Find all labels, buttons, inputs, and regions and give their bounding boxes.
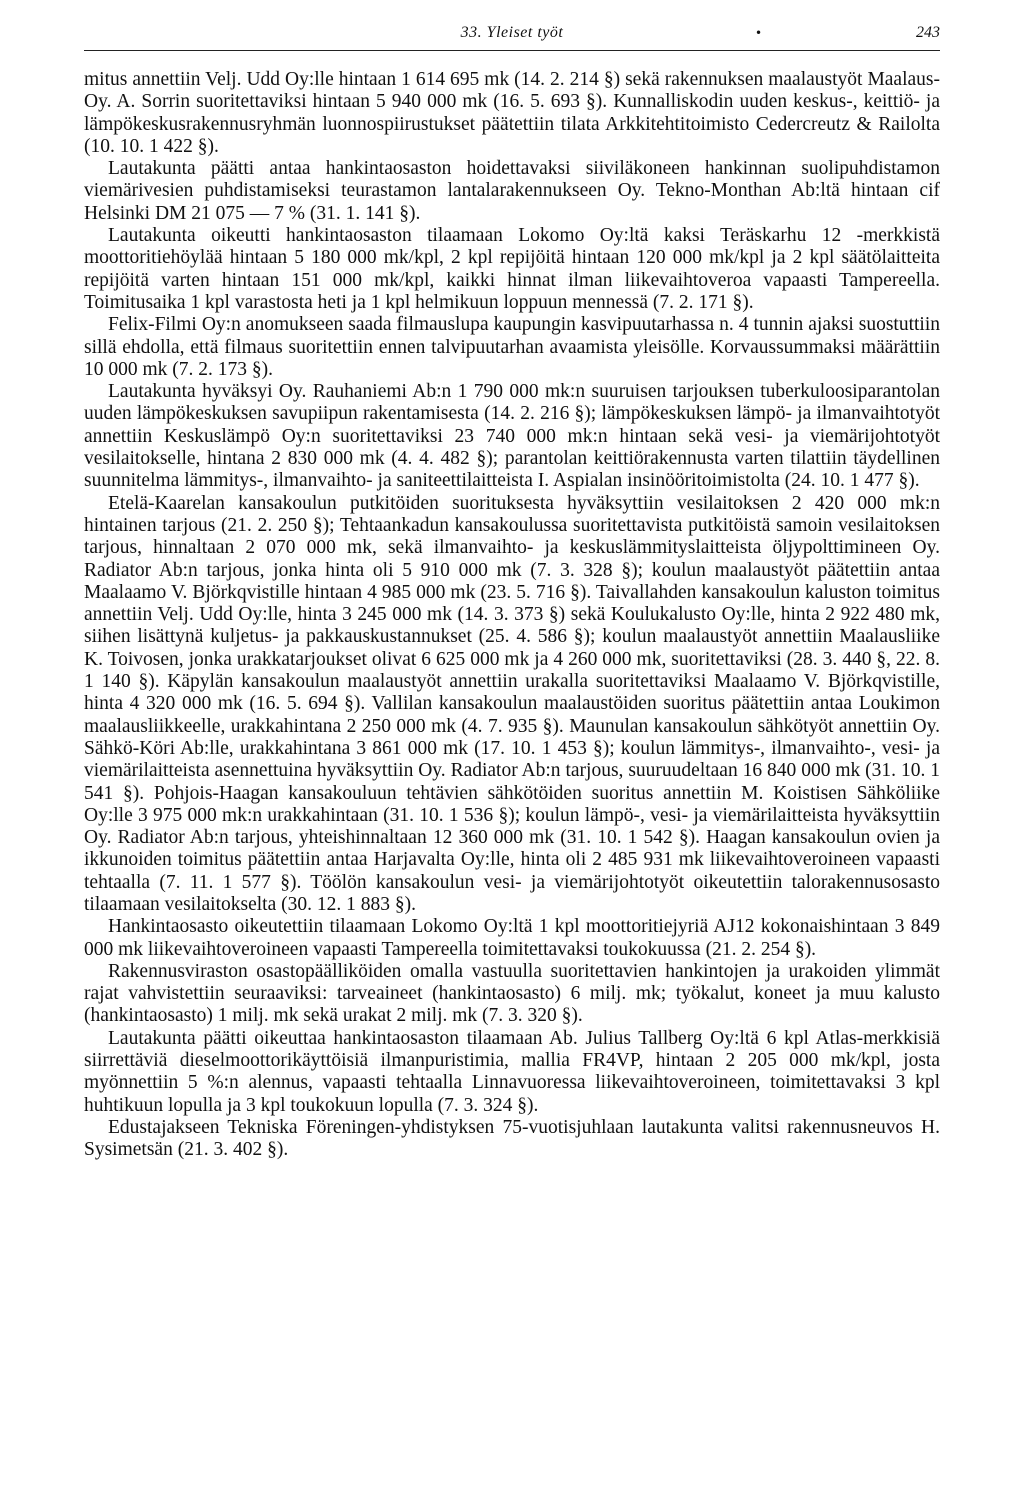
header-dot: • <box>755 26 763 40</box>
paragraph: Hankintaosasto oikeutettiin tilaamaan Lokomo Oy:ltä 1 kpl moottoritiejyriä AJ12 kokonaishintaan 3 849 000 mk liikevaihtoveroineen vapaasti Tampereella toimitettavaksi toukokuussa (21. 2. 254 §). <box>84 916 940 960</box>
paragraph: mitus annettiin Velj. Udd Oy:lle hintaan 1 614 695 mk (14. 2. 214 §) sekä rakennuksen maalaustyöt Maalaus-Oy. A. Sorrin suoritettaviksi hintaan 5 940 000 mk (16. 5. 693 §). Kunnalliskodin uuden keskus-, keittiö- ja lämpökeskusrakennusryhmän luonnospiirustukset päätettiin tilata Arkkitehtitoimisto Cedercreutz & Railolta (10. 10. 1 422 §). <box>84 69 940 157</box>
paragraph: Rakennusviraston osastopäälliköiden omalla vastuulla suoritettavien hankintojen ja urakoiden ylimmät rajat vahvistettiin seuraaviksi: tarveaineet (hankintaosasto) 6 milj. mk; työkalut, koneet ja muu kalusto (hankintaosasto) 1 milj. mk sekä urakat 2 milj. mk (7. 3. 320 §). <box>84 960 940 1027</box>
section-title: 33. Yleiset työt <box>460 24 564 41</box>
paragraph: Lautakunta hyväksyi Oy. Rauhaniemi Ab:n 1 790 000 mk:n suuruisen tarjouksen tuberkuloosiparantolan uuden lämpökeskuksen savupiipun rakentamisesta (14. 2. 216 §); lämpökeskuksen lämpö- ja ilmanvaihtotyöt annettiin Keskuslämpö Oy:n suoritettaviksi 23 740 000 mk:n hintaan sekä vesi- ja viemärijohtotyöt vesilaitokselle, hintana 2 830 000 mk (4. 4. 482 §); parantolan keittiörakennusta varten tilattiin täydellinen suunnitelma lämmitys-, ilmanvaihto- ja saniteettilaitteista I. Aspialan insinööritoimistolta (24. 10. 1 477 §). <box>84 381 940 492</box>
body-text <box>84 69 940 1162</box>
paragraph: Edustajakseen Tekniska Föreningen-yhdistyksen 75-vuotisjuhlaan lautakunta valitsi rakennusneuvos H. Sysimetsän (21. 3. 402 §). <box>84 1116 940 1161</box>
paragraph: Felix-Filmi Oy:n anomukseen saada filmauslupa kaupungin kasvipuutarhassa n. 4 tunnin ajaksi suostuttiin sillä ehdolla, että filmaus suoritettiin ennen talvipuutarhan avaamista yleisölle. Korvaussummaksi määrättiin 10 000 mk (7. 2. 173 §). <box>84 314 940 380</box>
running-header <box>84 22 940 51</box>
paragraph: Lautakunta päätti antaa hankintaosaston hoidettavaksi siiviläkoneen hankinnan suolipuhdistamon viemärivesien puhdistamiseksi teurastamon lantalarakennukseen Oy. Tekno-Monthan Ab:ltä hintaan cif Helsinki DM 21 075 — 7 % (31. 1. 141 §). <box>84 158 940 224</box>
page-number: 243 <box>916 24 940 41</box>
paragraph: Lautakunta päätti oikeuttaa hankintaosaston tilaamaan Ab. Julius Tallberg Oy:ltä 6 kpl Atlas-merkkisiä siirrettäviä dieselmoottorikäyttöisiä ilmanpuristimia, mallia FR4VP, hintaan 2 205 000 mk/kpl, josta myönnettiin 5 %:n alennus, vapaasti tehtaalla Linnavuoressa liikevaihtoveroineen, toimitettavaksi 3 kpl huhtikuun lopulla ja 3 kpl toukokuun lopulla (7. 3. 324 §). <box>84 1027 940 1116</box>
paragraph: Etelä-Kaarelan kansakoulun putkitöiden suorituksesta hyväksyttiin vesilaitoksen 2 420 000 mk:n hintainen tarjous (21. 2. 250 §); Tehtaankadun kansakoulussa suoritettavista putkitöistä samoin vesilaitoksen tarjous, hinnaltaan 2 070 000 mk, sekä ilmanvaihto- ja keskuslämmityslaitteista öljypolttimineen Oy. Radiator Ab:n tarjous, jonka hinta oli 5 910 000 mk (7. 3. 328 §); koulun maalaustyöt päätettiin antaa Maalaamo V. Björkqvistille hintaan 4 985 000 mk (23. 5. 716 §). Taivallahden kansakoulun kaluston toimitus annettiin Velj. Udd Oy:lle, hinta 3 245 000 mk (14. 3. 373 §) sekä Koulukalusto Oy:lle, hinta 2 922 480 mk, siihen lisättynä kuljetus- ja pakkauskustannukset (25. 4. 586 §); koulun maalaustyöt annettiin Maalausliike K. Toivosen, jonka urakkatarjoukset olivat 6 625 000 mk ja 4 260 000 mk, suoritettaviksi (28. 3. 440 §, 22. 8. 1 140 §). Käpylän kansakoulun maalaustyöt annettiin urakalla suoritettaviksi Maalaamo V. Björkqvistille, hinta 4 320 000 mk (16. 5. 694 §). Vallilan kansakoulun maalaustöiden suoritus päätettiin antaa Loukimon maalausliikkeelle, urakkahintana 2 250 000 mk (4. 7. 935 §). Maunulan kansakoulun sähkötyöt annettiin Oy. Sähkö-Köri Ab:lle, urakkahintana 3 861 000 mk (17. 10. 1 453 §); koulun lämmitys-, ilmanvaihto-, vesi- ja viemärilaitteista asennettuina hyväksyttiin Oy. Radiator Ab:n tarjous, suuruudeltaan 16 840 000 mk (31. 10. 1 541 §). Pohjois-Haagan kansakouluun tehtävien sähkötöiden suoritus annettiin M. Koistisen Sähköliike Oy:lle 3 975 000 mk:n urakkahintaan (31. 10. 1 536 §); koulun lämpö-, vesi- ja viemärilaitteista hyväksyttiin Oy. Radiator Ab:n tarjous, yhteishinnaltaan 12 360 000 mk (31. 10. 1 542 §). Haagan kansakoulun ovien ja ikkunoiden toimitus päätettiin antaa Harjavalta Oy:lle, hinta oli 2 485 931 mk liikevaihtoveroineen vapaasti tehtaalla (7. 11. 1 577 §). Töölön kansakoulun vesi- ja viemärijohtotyöt oikeutettiin talorakennusosasto tilaamaan vesilaitokselta (30. 12. 1 883 §). <box>84 492 940 915</box>
paragraph: Lautakunta oikeutti hankintaosaston tilaamaan Lokomo Oy:ltä kaksi Teräskarhu 12 -merkkistä moottoritiehöylää hintaan 5 180 000 mk/kpl, 2 kpl repijöitä hintaan 120 000 mk/kpl ja 2 kpl säätölaitteita repijöitä varten hintaan 151 000 mk/kpl, kaikki hinnat ilman liikevaihtoveroa vapaasti Tampereella. Toimitusaika 1 kpl varastosta heti ja 1 kpl helmikuun loppuun mennessä (7. 2. 171 §). <box>84 225 940 313</box>
